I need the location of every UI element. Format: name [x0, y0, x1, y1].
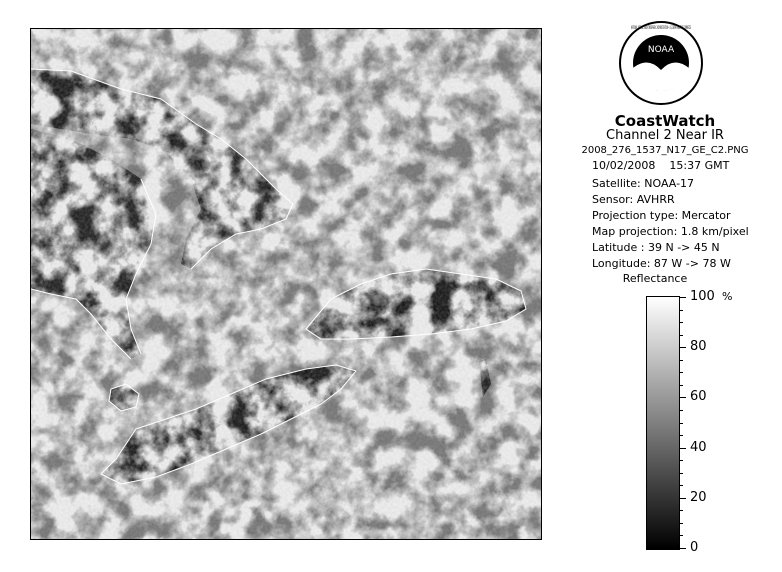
colorbar-minor-tick: [680, 535, 683, 536]
colorbar-minor-tick: [680, 510, 683, 511]
colorbar-minor-tick: [680, 423, 683, 424]
legend-title: Reflectance: [622, 272, 688, 285]
legend-unit: %: [722, 290, 733, 303]
file-name: 2008_276_1537_N17_GE_C2.PNG: [581, 145, 749, 156]
noaa-logo-text: NOAA: [647, 45, 675, 55]
time-value: 15:37 GMT: [669, 159, 730, 172]
colorbar-minor-tick: [680, 473, 683, 474]
resolution-label: Map projection: 1.8 km/pixel: [592, 225, 749, 238]
longitude-label: Longitude: 87 W -> 78 W: [592, 257, 731, 270]
colorbar-tick-label: 100: [690, 289, 715, 304]
colorbar-minor-tick: [680, 335, 683, 336]
colorbar-minor-tick: [680, 360, 683, 361]
colorbar-tick-label: 60: [690, 389, 707, 405]
colorbar-minor-tick: [680, 485, 683, 486]
colorbar-minor-tick: [680, 322, 683, 323]
app-name: CoastWatch: [614, 112, 716, 130]
colorbar-tick-label: 80: [690, 339, 707, 355]
latitude-label: Latitude : 39 N -> 45 N: [592, 241, 720, 254]
colorbar: [646, 296, 680, 550]
colorbar-tick-label: 0: [690, 540, 699, 555]
date-time: [592, 159, 729, 172]
colorbar-tick: [680, 548, 686, 549]
noaa-ring-text: NATIONAL OCEANIC AND ATMOSPHERIC ADMINISTRATION • U.S. DEPARTMENT OF COMMERCE: [631, 25, 692, 30]
satellite-map: [31, 29, 542, 540]
colorbar-tick: [680, 448, 686, 449]
colorbar-minor-tick: [680, 410, 683, 411]
colorbar-minor-tick: [680, 372, 683, 373]
satellite-label: Satellite: NOAA-17: [592, 177, 695, 190]
colorbar-tick: [680, 397, 686, 398]
projection-label: Projection type: Mercator: [592, 209, 731, 222]
satellite-image[interactable]: [30, 28, 542, 540]
noaa-logo-icon: [618, 20, 704, 106]
image-grain: [31, 29, 542, 540]
colorbar-tick: [680, 347, 686, 348]
colorbar-minor-tick: [680, 385, 683, 386]
channel-name: Channel 2 Near IR: [606, 128, 724, 143]
colorbar-minor-tick: [680, 435, 683, 436]
colorbar-tick-label: 40: [690, 439, 707, 455]
colorbar-minor-tick: [680, 310, 683, 311]
colorbar-minor-tick: [680, 460, 683, 461]
sensor-label: Sensor: AVHRR: [592, 193, 675, 206]
colorbar-tick: [680, 498, 686, 499]
date-value: 10/02/2008: [592, 159, 656, 172]
colorbar-tick: [680, 297, 686, 298]
colorbar-tick-label: 20: [690, 489, 707, 505]
colorbar-minor-tick: [680, 523, 683, 524]
